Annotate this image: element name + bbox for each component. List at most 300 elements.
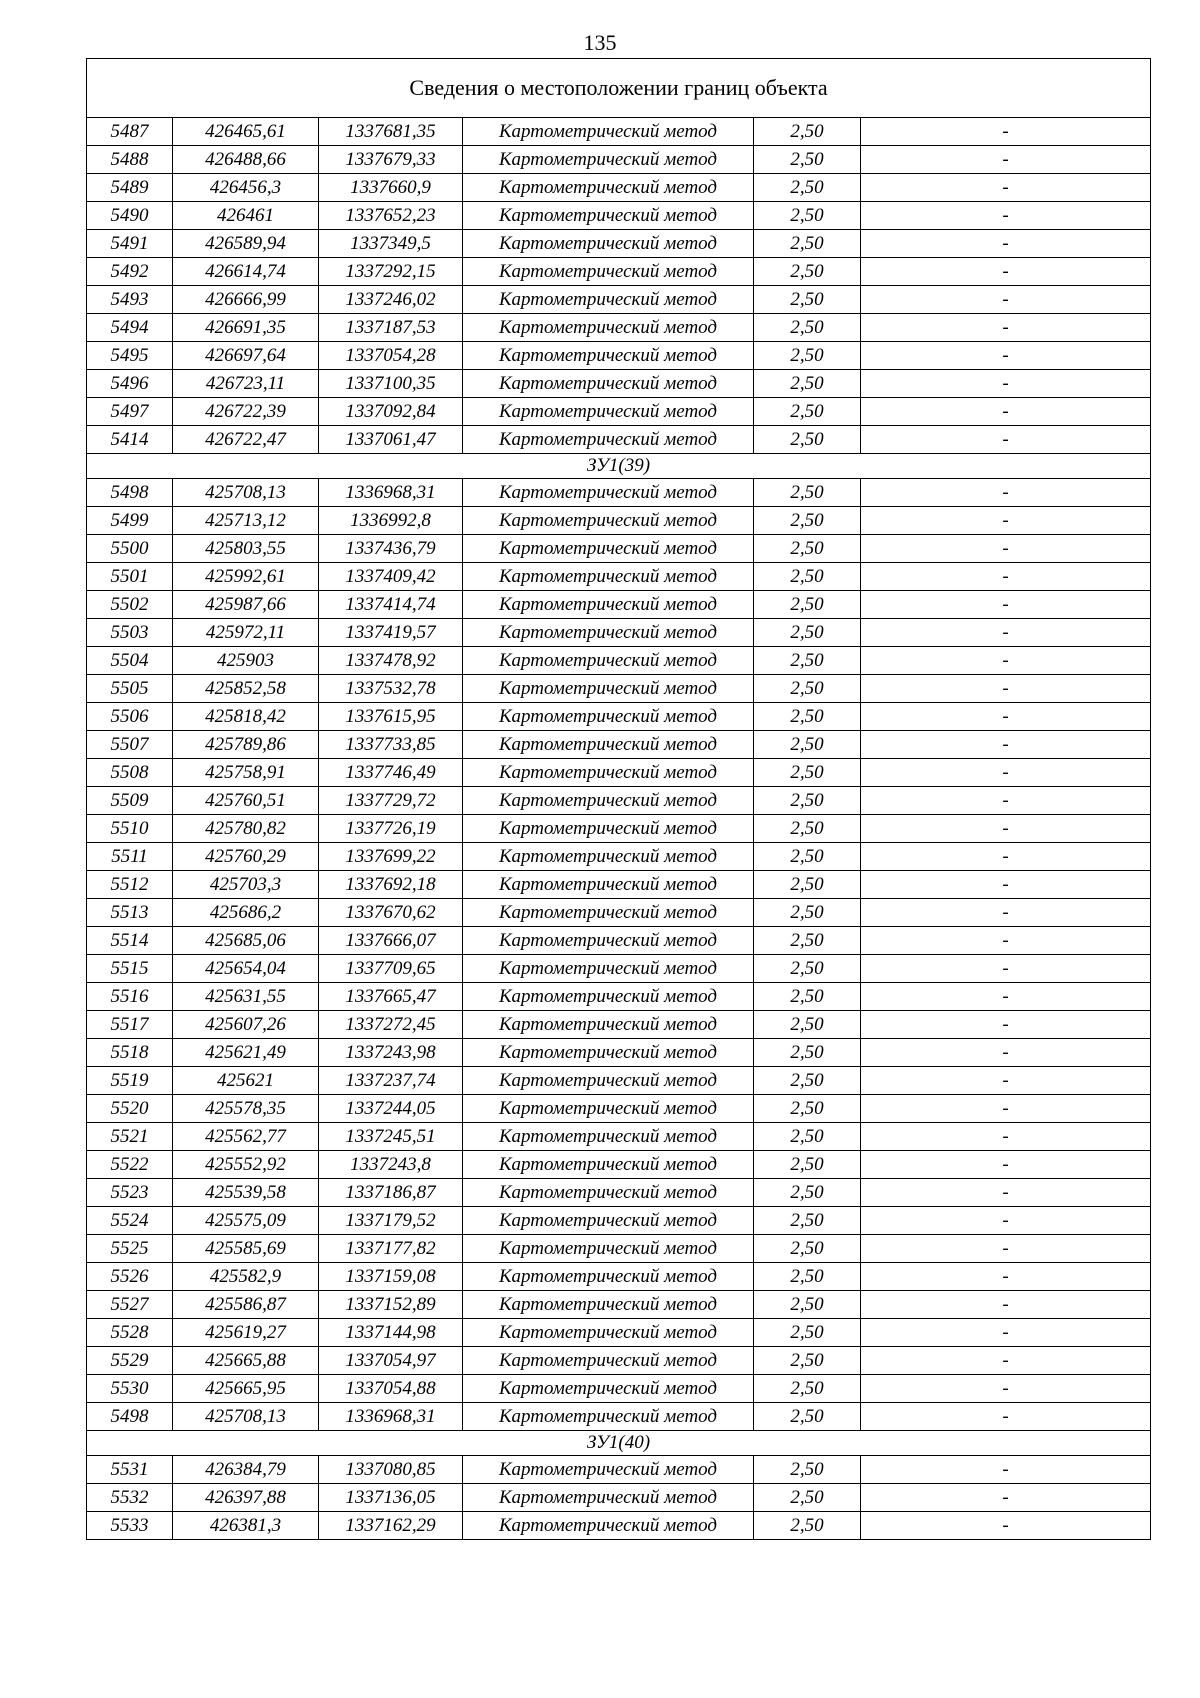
table-row: [87, 342, 1151, 370]
note-cell: -: [861, 1347, 1151, 1375]
note-cell: -: [861, 1123, 1151, 1151]
method-cell: Картометрический метод: [463, 1347, 754, 1375]
accuracy-cell: 2,50: [754, 759, 861, 787]
note-cell: -: [861, 927, 1151, 955]
table-row: [87, 1291, 1151, 1319]
accuracy-cell: 2,50: [754, 1123, 861, 1151]
table-row: [87, 1011, 1151, 1039]
table-row: [87, 899, 1151, 927]
x-coordinate-cell: 425586,87: [173, 1291, 319, 1319]
table-row: [87, 1375, 1151, 1403]
method-cell: Картометрический метод: [463, 1319, 754, 1347]
point-number-cell: 5518: [87, 1039, 173, 1067]
method-cell: Картометрический метод: [463, 787, 754, 815]
point-number-cell: 5513: [87, 899, 173, 927]
point-number-cell: 5533: [87, 1512, 173, 1540]
y-coordinate-cell: 1337100,35: [319, 370, 463, 398]
table-row: [87, 871, 1151, 899]
table-row: [87, 118, 1151, 146]
x-coordinate-cell: 425585,69: [173, 1235, 319, 1263]
x-coordinate-cell: 425582,9: [173, 1263, 319, 1291]
point-number-cell: 5510: [87, 815, 173, 843]
method-cell: Картометрический метод: [463, 1403, 754, 1431]
point-number-cell: 5519: [87, 1067, 173, 1095]
table-row: [87, 507, 1151, 535]
point-number-cell: 5506: [87, 703, 173, 731]
table-row: [87, 286, 1151, 314]
table-row: [87, 1235, 1151, 1263]
table-row: [87, 146, 1151, 174]
point-number-cell: 5497: [87, 398, 173, 426]
point-number-cell: 5492: [87, 258, 173, 286]
point-number-cell: 5505: [87, 675, 173, 703]
x-coordinate-cell: 426488,66: [173, 146, 319, 174]
note-cell: -: [861, 535, 1151, 563]
point-number-cell: 5529: [87, 1347, 173, 1375]
point-number-cell: 5495: [87, 342, 173, 370]
table-row: [87, 759, 1151, 787]
note-cell: -: [861, 815, 1151, 843]
note-cell: -: [861, 899, 1151, 927]
note-cell: -: [861, 843, 1151, 871]
method-cell: Картометрический метод: [463, 426, 754, 454]
x-coordinate-cell: 425987,66: [173, 591, 319, 619]
note-cell: -: [861, 314, 1151, 342]
note-cell: -: [861, 591, 1151, 619]
note-cell: -: [861, 1207, 1151, 1235]
accuracy-cell: 2,50: [754, 1011, 861, 1039]
point-number-cell: 5491: [87, 230, 173, 258]
note-cell: -: [861, 507, 1151, 535]
table-row: [87, 1123, 1151, 1151]
y-coordinate-cell: 1337179,52: [319, 1207, 463, 1235]
method-cell: Картометрический метод: [463, 927, 754, 955]
x-coordinate-cell: 426384,79: [173, 1456, 319, 1484]
method-cell: Картометрический метод: [463, 899, 754, 927]
y-coordinate-cell: 1337349,5: [319, 230, 463, 258]
accuracy-cell: 2,50: [754, 535, 861, 563]
method-cell: Картометрический метод: [463, 1123, 754, 1151]
y-coordinate-cell: 1337237,74: [319, 1067, 463, 1095]
x-coordinate-cell: 425562,77: [173, 1123, 319, 1151]
table-row: [87, 202, 1151, 230]
note-cell: -: [861, 174, 1151, 202]
table-row: [87, 563, 1151, 591]
note-cell: -: [861, 258, 1151, 286]
note-cell: -: [861, 1512, 1151, 1540]
method-cell: Картометрический метод: [463, 871, 754, 899]
point-number-cell: 5508: [87, 759, 173, 787]
y-coordinate-cell: 1337660,9: [319, 174, 463, 202]
accuracy-cell: 2,50: [754, 591, 861, 619]
point-number-cell: 5494: [87, 314, 173, 342]
x-coordinate-cell: 425552,92: [173, 1151, 319, 1179]
table-row: [87, 398, 1151, 426]
x-coordinate-cell: 426465,61: [173, 118, 319, 146]
point-number-cell: 5514: [87, 927, 173, 955]
accuracy-cell: 2,50: [754, 927, 861, 955]
x-coordinate-cell: 426381,3: [173, 1512, 319, 1540]
table-row: [87, 647, 1151, 675]
table-row: [87, 1319, 1151, 1347]
y-coordinate-cell: 1337186,87: [319, 1179, 463, 1207]
table-row: [87, 1263, 1151, 1291]
point-number-cell: 5515: [87, 955, 173, 983]
accuracy-cell: 2,50: [754, 1484, 861, 1512]
y-coordinate-cell: 1337532,78: [319, 675, 463, 703]
x-coordinate-cell: 426589,94: [173, 230, 319, 258]
accuracy-cell: 2,50: [754, 1319, 861, 1347]
accuracy-cell: 2,50: [754, 398, 861, 426]
y-coordinate-cell: 1337244,05: [319, 1095, 463, 1123]
y-coordinate-cell: 1337152,89: [319, 1291, 463, 1319]
note-cell: -: [861, 146, 1151, 174]
y-coordinate-cell: 1337681,35: [319, 118, 463, 146]
y-coordinate-cell: 1337136,05: [319, 1484, 463, 1512]
note-cell: -: [861, 398, 1151, 426]
method-cell: Картометрический метод: [463, 342, 754, 370]
method-cell: Картометрический метод: [463, 983, 754, 1011]
table-row: [87, 675, 1151, 703]
x-coordinate-cell: 425685,06: [173, 927, 319, 955]
method-cell: Картометрический метод: [463, 507, 754, 535]
y-coordinate-cell: 1337436,79: [319, 535, 463, 563]
point-number-cell: 5498: [87, 1403, 173, 1431]
point-number-cell: 5490: [87, 202, 173, 230]
accuracy-cell: 2,50: [754, 174, 861, 202]
method-cell: Картометрический метод: [463, 619, 754, 647]
table-row: [87, 174, 1151, 202]
y-coordinate-cell: 1337245,51: [319, 1123, 463, 1151]
point-number-cell: 5493: [87, 286, 173, 314]
point-number-cell: 5512: [87, 871, 173, 899]
accuracy-cell: 2,50: [754, 1235, 861, 1263]
note-cell: -: [861, 1375, 1151, 1403]
y-coordinate-cell: 1337054,88: [319, 1375, 463, 1403]
note-cell: -: [861, 370, 1151, 398]
x-coordinate-cell: 425703,3: [173, 871, 319, 899]
accuracy-cell: 2,50: [754, 1291, 861, 1319]
point-number-cell: 5532: [87, 1484, 173, 1512]
accuracy-cell: 2,50: [754, 1067, 861, 1095]
x-coordinate-cell: 425803,55: [173, 535, 319, 563]
x-coordinate-cell: 425665,95: [173, 1375, 319, 1403]
accuracy-cell: 2,50: [754, 787, 861, 815]
method-cell: Картометрический метод: [463, 1067, 754, 1095]
note-cell: -: [861, 1263, 1151, 1291]
table-row: [87, 927, 1151, 955]
accuracy-cell: 2,50: [754, 899, 861, 927]
x-coordinate-cell: 425903: [173, 647, 319, 675]
accuracy-cell: 2,50: [754, 1375, 861, 1403]
y-coordinate-cell: 1337144,98: [319, 1319, 463, 1347]
point-number-cell: 5521: [87, 1123, 173, 1151]
x-coordinate-cell: 426697,64: [173, 342, 319, 370]
method-cell: Картометрический метод: [463, 174, 754, 202]
point-number-cell: 5503: [87, 619, 173, 647]
method-cell: Картометрический метод: [463, 675, 754, 703]
point-number-cell: 5489: [87, 174, 173, 202]
x-coordinate-cell: 425621: [173, 1067, 319, 1095]
point-number-cell: 5487: [87, 118, 173, 146]
note-cell: -: [861, 647, 1151, 675]
x-coordinate-cell: 425760,51: [173, 787, 319, 815]
y-coordinate-cell: 1336992,8: [319, 507, 463, 535]
table-row: [87, 426, 1151, 454]
table-row: [87, 1067, 1151, 1095]
point-number-cell: 5516: [87, 983, 173, 1011]
method-cell: Картометрический метод: [463, 1095, 754, 1123]
table-row: [87, 1512, 1151, 1540]
y-coordinate-cell: 1337726,19: [319, 815, 463, 843]
method-cell: Картометрический метод: [463, 955, 754, 983]
note-cell: -: [861, 1235, 1151, 1263]
accuracy-cell: 2,50: [754, 370, 861, 398]
method-cell: Картометрический метод: [463, 1291, 754, 1319]
table-row: [87, 591, 1151, 619]
point-number-cell: 5507: [87, 731, 173, 759]
point-number-cell: 5525: [87, 1235, 173, 1263]
method-cell: Картометрический метод: [463, 1263, 754, 1291]
x-coordinate-cell: 425708,13: [173, 479, 319, 507]
x-coordinate-cell: 425619,27: [173, 1319, 319, 1347]
method-cell: Картометрический метод: [463, 1151, 754, 1179]
x-coordinate-cell: 425852,58: [173, 675, 319, 703]
point-number-cell: 5499: [87, 507, 173, 535]
note-cell: -: [861, 1179, 1151, 1207]
x-coordinate-cell: 425972,11: [173, 619, 319, 647]
x-coordinate-cell: 426614,74: [173, 258, 319, 286]
point-number-cell: 5530: [87, 1375, 173, 1403]
y-coordinate-cell: 1337243,98: [319, 1039, 463, 1067]
note-cell: -: [861, 1095, 1151, 1123]
method-cell: Картометрический метод: [463, 815, 754, 843]
x-coordinate-cell: 425578,35: [173, 1095, 319, 1123]
note-cell: -: [861, 202, 1151, 230]
accuracy-cell: 2,50: [754, 1151, 861, 1179]
x-coordinate-cell: 426722,47: [173, 426, 319, 454]
y-coordinate-cell: 1337061,47: [319, 426, 463, 454]
point-number-cell: 5501: [87, 563, 173, 591]
y-coordinate-cell: 1337615,95: [319, 703, 463, 731]
accuracy-cell: 2,50: [754, 479, 861, 507]
table-row: [87, 1095, 1151, 1123]
y-coordinate-cell: 1337414,74: [319, 591, 463, 619]
table-row: [87, 1347, 1151, 1375]
y-coordinate-cell: 1337409,42: [319, 563, 463, 591]
accuracy-cell: 2,50: [754, 1179, 861, 1207]
method-cell: Картометрический метод: [463, 1512, 754, 1540]
method-cell: Картометрический метод: [463, 202, 754, 230]
point-number-cell: 5498: [87, 479, 173, 507]
method-cell: Картометрический метод: [463, 1179, 754, 1207]
method-cell: Картометрический метод: [463, 146, 754, 174]
method-cell: Картометрический метод: [463, 370, 754, 398]
y-coordinate-cell: 1337054,97: [319, 1347, 463, 1375]
x-coordinate-cell: 425621,49: [173, 1039, 319, 1067]
x-coordinate-cell: 426461: [173, 202, 319, 230]
note-cell: -: [861, 619, 1151, 647]
point-number-cell: 5531: [87, 1456, 173, 1484]
y-coordinate-cell: 1337080,85: [319, 1456, 463, 1484]
method-cell: Картометрический метод: [463, 1235, 754, 1263]
x-coordinate-cell: 425539,58: [173, 1179, 319, 1207]
y-coordinate-cell: 1337699,22: [319, 843, 463, 871]
section-label: ЗУ1(39): [87, 454, 1151, 479]
note-cell: -: [861, 1319, 1151, 1347]
y-coordinate-cell: 1337679,33: [319, 146, 463, 174]
point-number-cell: 5509: [87, 787, 173, 815]
note-cell: -: [861, 479, 1151, 507]
accuracy-cell: 2,50: [754, 1347, 861, 1375]
y-coordinate-cell: 1337419,57: [319, 619, 463, 647]
method-cell: Картометрический метод: [463, 1011, 754, 1039]
table-row: [87, 370, 1151, 398]
y-coordinate-cell: 1337670,62: [319, 899, 463, 927]
accuracy-cell: 2,50: [754, 314, 861, 342]
method-cell: Картометрический метод: [463, 230, 754, 258]
note-cell: -: [861, 1067, 1151, 1095]
y-coordinate-cell: 1337666,07: [319, 927, 463, 955]
table-row: [87, 843, 1151, 871]
table-row: [87, 314, 1151, 342]
table-row: [87, 1039, 1151, 1067]
x-coordinate-cell: 426723,11: [173, 370, 319, 398]
x-coordinate-cell: 425713,12: [173, 507, 319, 535]
note-cell: -: [861, 286, 1151, 314]
method-cell: Картометрический метод: [463, 1456, 754, 1484]
x-coordinate-cell: 425631,55: [173, 983, 319, 1011]
accuracy-cell: 2,50: [754, 342, 861, 370]
page-number: 135: [583, 30, 617, 55]
x-coordinate-cell: 426722,39: [173, 398, 319, 426]
method-cell: Картометрический метод: [463, 1484, 754, 1512]
y-coordinate-cell: 1337243,8: [319, 1151, 463, 1179]
note-cell: -: [861, 731, 1151, 759]
point-number-cell: 5520: [87, 1095, 173, 1123]
accuracy-cell: 2,50: [754, 507, 861, 535]
y-coordinate-cell: 1337187,53: [319, 314, 463, 342]
table-title-row: [87, 59, 1151, 118]
point-number-cell: 5511: [87, 843, 173, 871]
accuracy-cell: 2,50: [754, 1263, 861, 1291]
method-cell: Картометрический метод: [463, 591, 754, 619]
x-coordinate-cell: 426456,3: [173, 174, 319, 202]
method-cell: Картометрический метод: [463, 759, 754, 787]
accuracy-cell: 2,50: [754, 230, 861, 258]
method-cell: Картометрический метод: [463, 843, 754, 871]
note-cell: -: [861, 342, 1151, 370]
x-coordinate-cell: 425818,42: [173, 703, 319, 731]
y-coordinate-cell: 1337478,92: [319, 647, 463, 675]
point-number-cell: 5500: [87, 535, 173, 563]
note-cell: -: [861, 1403, 1151, 1431]
point-number-cell: 5502: [87, 591, 173, 619]
accuracy-cell: 2,50: [754, 955, 861, 983]
table-row: [87, 258, 1151, 286]
point-number-cell: 5528: [87, 1319, 173, 1347]
table-row: [87, 479, 1151, 507]
point-number-cell: 5527: [87, 1291, 173, 1319]
point-number-cell: 5517: [87, 1011, 173, 1039]
y-coordinate-cell: 1337177,82: [319, 1235, 463, 1263]
accuracy-cell: 2,50: [754, 286, 861, 314]
accuracy-cell: 2,50: [754, 647, 861, 675]
table-row: [87, 535, 1151, 563]
accuracy-cell: 2,50: [754, 426, 861, 454]
y-coordinate-cell: 1337733,85: [319, 731, 463, 759]
note-cell: -: [861, 983, 1151, 1011]
note-cell: -: [861, 871, 1151, 899]
point-number-cell: 5526: [87, 1263, 173, 1291]
note-cell: -: [861, 703, 1151, 731]
y-coordinate-cell: 1336968,31: [319, 1403, 463, 1431]
section-row: [87, 454, 1151, 479]
method-cell: Картометрический метод: [463, 647, 754, 675]
y-coordinate-cell: 1337246,02: [319, 286, 463, 314]
note-cell: -: [861, 118, 1151, 146]
table-row: [87, 787, 1151, 815]
table-row: [87, 1179, 1151, 1207]
note-cell: -: [861, 1151, 1151, 1179]
x-coordinate-cell: 425708,13: [173, 1403, 319, 1431]
table-row: [87, 731, 1151, 759]
x-coordinate-cell: 425992,61: [173, 563, 319, 591]
accuracy-cell: 2,50: [754, 202, 861, 230]
x-coordinate-cell: 425789,86: [173, 731, 319, 759]
table-row: [87, 1403, 1151, 1431]
point-number-cell: 5523: [87, 1179, 173, 1207]
accuracy-cell: 2,50: [754, 258, 861, 286]
boundary-table: [86, 58, 1151, 1540]
x-coordinate-cell: 425654,04: [173, 955, 319, 983]
accuracy-cell: 2,50: [754, 619, 861, 647]
table-row: [87, 1456, 1151, 1484]
accuracy-cell: 2,50: [754, 871, 861, 899]
method-cell: Картометрический метод: [463, 1375, 754, 1403]
method-cell: Картометрический метод: [463, 1207, 754, 1235]
point-number-cell: 5522: [87, 1151, 173, 1179]
table-row: [87, 703, 1151, 731]
y-coordinate-cell: 1337054,28: [319, 342, 463, 370]
method-cell: Картометрический метод: [463, 398, 754, 426]
x-coordinate-cell: 426691,35: [173, 314, 319, 342]
accuracy-cell: 2,50: [754, 563, 861, 591]
y-coordinate-cell: 1337092,84: [319, 398, 463, 426]
y-coordinate-cell: 1337272,45: [319, 1011, 463, 1039]
note-cell: -: [861, 1039, 1151, 1067]
x-coordinate-cell: 425760,29: [173, 843, 319, 871]
accuracy-cell: 2,50: [754, 983, 861, 1011]
accuracy-cell: 2,50: [754, 118, 861, 146]
table-row: [87, 983, 1151, 1011]
y-coordinate-cell: 1337746,49: [319, 759, 463, 787]
y-coordinate-cell: 1337652,23: [319, 202, 463, 230]
method-cell: Картометрический метод: [463, 703, 754, 731]
accuracy-cell: 2,50: [754, 731, 861, 759]
x-coordinate-cell: 425686,2: [173, 899, 319, 927]
point-number-cell: 5488: [87, 146, 173, 174]
note-cell: -: [861, 1456, 1151, 1484]
method-cell: Картометрический метод: [463, 731, 754, 759]
section-label: ЗУ1(40): [87, 1431, 1151, 1456]
accuracy-cell: 2,50: [754, 703, 861, 731]
method-cell: Картометрический метод: [463, 1039, 754, 1067]
x-coordinate-cell: 425665,88: [173, 1347, 319, 1375]
note-cell: -: [861, 230, 1151, 258]
method-cell: Картометрический метод: [463, 258, 754, 286]
table-row: [87, 1484, 1151, 1512]
